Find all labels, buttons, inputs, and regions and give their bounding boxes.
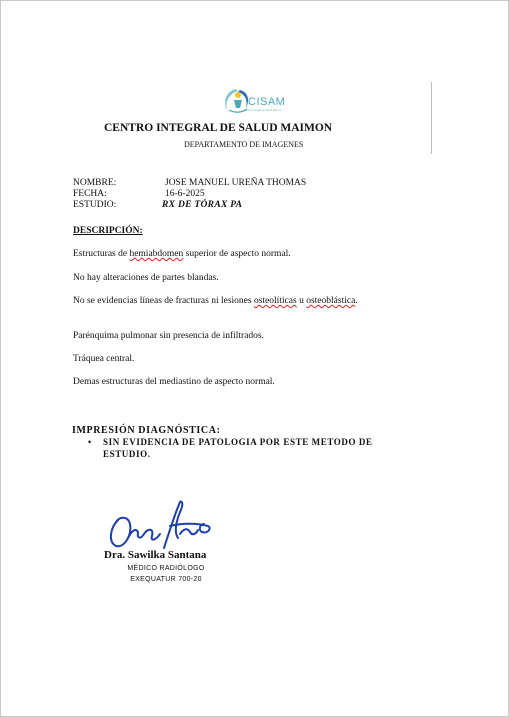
diagnosis-item: SIN EVIDENCIA DE PATOLOGIA POR ESTE METODO DE ESTUDIO. bbox=[103, 437, 373, 459]
name-label: NOMBRE: bbox=[73, 178, 117, 188]
signature-role: MÉDICO RADIÓLOGO bbox=[127, 565, 205, 572]
study-value: RX DE TÓRAX PA bbox=[162, 200, 243, 210]
paragraph-text: . bbox=[355, 296, 358, 306]
description-paragraph-3 bbox=[73, 296, 403, 308]
paragraph-text: superior de aspecto normal. bbox=[183, 249, 291, 259]
description-paragraph-5: Tráquea central. bbox=[73, 354, 135, 364]
logo-brand: CISAM bbox=[248, 96, 286, 108]
paragraph-text: No se evidencias líneas de fracturas ni lesiones bbox=[73, 296, 254, 306]
spellcheck-word: osteolíticas bbox=[253, 296, 297, 306]
paragraph-text: u bbox=[296, 296, 307, 306]
study-label: ESTUDIO: bbox=[73, 200, 117, 210]
logo-tagline: Centro Integral de Salud Maimon bbox=[244, 109, 283, 112]
diagnosis-title: IMPRESIÓN DIAGNÓSTICA: bbox=[72, 425, 221, 436]
bullet-icon: • bbox=[88, 437, 92, 447]
signature-name: Dra. Sawilka Santana bbox=[104, 549, 207, 561]
description-paragraph-2: No hay alteraciones de partes blandas. bbox=[73, 273, 219, 283]
margin-line bbox=[431, 82, 432, 154]
paragraph-text: Estructuras de bbox=[73, 249, 130, 259]
diagnosis-list bbox=[88, 436, 413, 460]
spellcheck-word: osteoblástica bbox=[306, 296, 356, 306]
date-label: FECHA: bbox=[73, 189, 107, 199]
page-title: CENTRO INTEGRAL DE SALUD MAIMON bbox=[104, 122, 333, 134]
name-value: JOSE MANUEL UREÑA THOMAS bbox=[165, 178, 307, 188]
handwritten-signature bbox=[104, 498, 219, 556]
description-paragraph-1 bbox=[73, 249, 403, 261]
description-title: DESCRIPCIÓN: bbox=[73, 226, 143, 236]
description-paragraph-4: Parénquima pulmonar sin presencia de infiltrados. bbox=[73, 331, 265, 341]
date-value: 16-6-2025 bbox=[165, 189, 205, 199]
description-paragraph-6: Demas estructuras del mediastino de aspecto normal. bbox=[73, 377, 275, 387]
department-name: DEPARTAMENTO DE IMAGENES bbox=[184, 140, 304, 149]
spellcheck-word: hemiabdomen bbox=[129, 249, 184, 259]
signature-exequatur: EXEQUATUR 700-20 bbox=[130, 576, 202, 583]
